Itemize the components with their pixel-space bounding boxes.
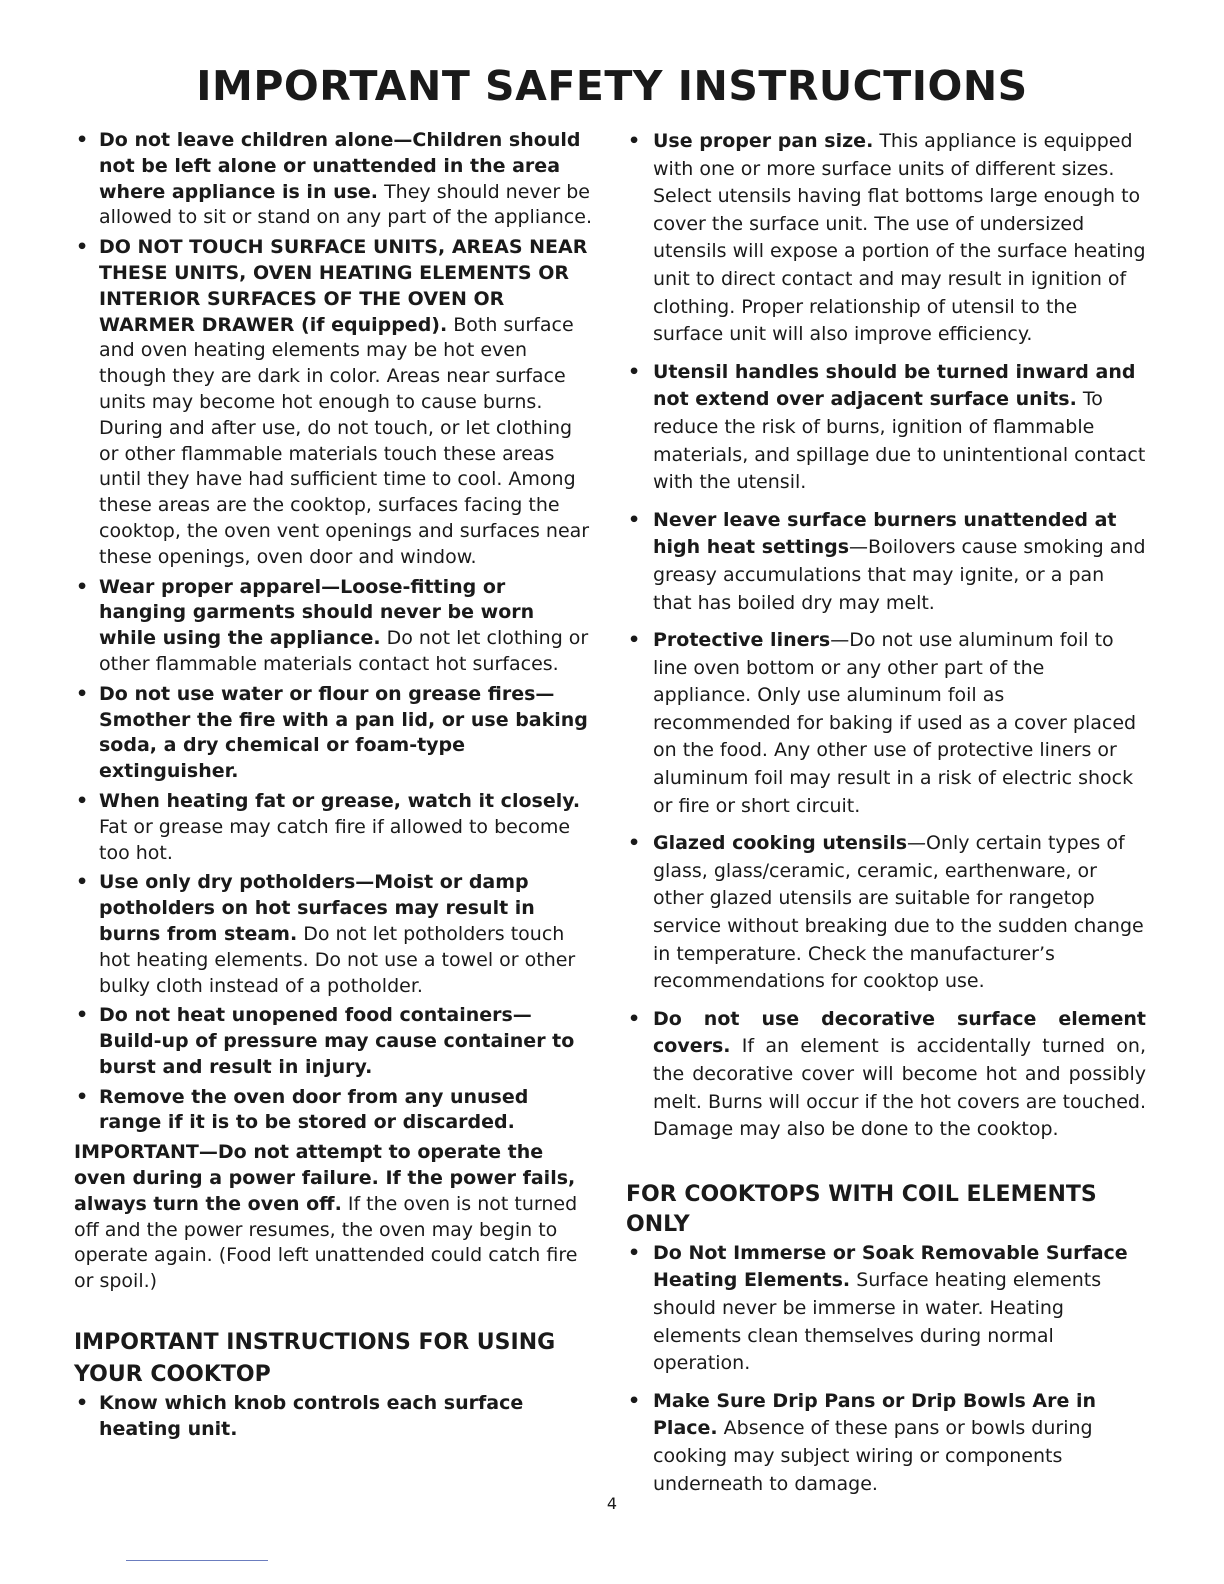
- item-text: This appliance is equipped with one or more surface units of different sizes. Select utensils having flat bottoms large enough to cover the surface unit. The use of undersized utensils will expose a portion of the surface heating unit to direct contact and may result in ignition of clothing. Proper relationship of utensil to the surface unit will also improve efficiency.: [653, 130, 1146, 346]
- safety-list-right: [626, 128, 1146, 1144]
- item-bold: Make Sure Drip Pans or Drip Bowls Are in Place.: [653, 1389, 1097, 1440]
- item-bold: DO NOT TOUCH SURFACE UNITS, AREAS NEAR THESE UNITS, OVEN HEATING ELEMENTS OR INTERIOR SURFACES OF THE OVEN OR WARMER DRAWER (if equipped).: [99, 236, 588, 336]
- item-bold: When heating fat or grease, watch it closely.: [99, 789, 581, 812]
- important-note-bold: IMPORTANT—Do not attempt to operate the oven during a power failure. If the power fails, always turn the oven off.: [74, 1141, 576, 1215]
- item-text: They should never be allowed to sit or stand on any part of the appliance.: [99, 180, 592, 229]
- list-item: [74, 1391, 592, 1443]
- item-bold: Do not leave children alone—Children should not be left alone or unattended in the area where appliance is in use.: [99, 129, 581, 203]
- item-bold: Wear proper apparel—Loose-fitting or hanging garments should never be worn while using the appliance.: [99, 575, 535, 650]
- item-bold: Do Not Immerse or Soak Removable Surface Heating Elements.: [653, 1241, 1128, 1292]
- important-note: [74, 1140, 592, 1295]
- item-text: —Only certain types of glass, glass/ceramic, ceramic, earthenware, or other glazed utensils are suitable for rangetop service without breaking due to the sudden change in temperature. Check the manufacturer’s recommendations for cooktop use.: [653, 832, 1144, 993]
- item-text: To reduce the risk of burns, ignition of flammable materials, and spillage due to unintentional contact with the utensil.: [653, 388, 1146, 494]
- right-column: [626, 128, 1146, 1508]
- list-item: [74, 789, 592, 866]
- item-text: Fat or grease may catch fire if allowed to become too hot.: [99, 815, 571, 864]
- item-bold: Glazed cooking utensils: [653, 832, 908, 855]
- item-bold: Use proper pan size.: [653, 130, 874, 152]
- list-item: [74, 1085, 592, 1137]
- footer-divider: [126, 1560, 268, 1561]
- item-text: If an element is accidentally turned on, the decorative cover will become hot and possibly melt. Burns will occur if the hot covers are touched. Damage may also be done to the cooktop.: [653, 1035, 1146, 1141]
- cooktop-heading: IMPORTANT INSTRUCTIONS FOR USING YOUR COOKTOP: [74, 1330, 556, 1388]
- item-text: Surface heating elements should never be immerse in water. Heating elements clean themselves during normal operation.: [653, 1269, 1102, 1375]
- item-bold: Do not use decorative surface element covers.: [653, 1007, 1146, 1058]
- list-item: [74, 575, 592, 678]
- list-item: [74, 1003, 592, 1080]
- item-bold: Never leave surface burners unattended at high heat settings: [653, 508, 1117, 559]
- important-note-text: If the oven is not turned off and the power resumes, the oven may begin to operate again. (Food left unattended could catch fire or spoil.): [74, 1192, 578, 1293]
- item-text: Both surface and oven heating elements may be hot even though they are dark in color. Areas near surface units may become hot enough to cause burns. During and after use, do not touch, or let clothing or other flammable materials touch these areas until they have had sufficient time to cool. Among these areas are the cooktop, surfaces facing the cooktop, the oven vent openings and surfaces near these openings, oven door and window.: [99, 313, 590, 568]
- list-item: [626, 830, 1146, 996]
- safety-list-left: [74, 128, 592, 1136]
- list-item: [626, 507, 1146, 617]
- item-text: —Do not use aluminum foil to line oven bottom or any other part of the appliance. Only use aluminum foil as recommended for baking if used as a cover placed on the food. Any other use of protective liners or aluminum foil may result in a risk of electric shock or fire or short circuit.: [653, 629, 1137, 817]
- list-item: [626, 627, 1146, 820]
- list-item: [626, 1240, 1146, 1378]
- cooktop-list: [74, 1391, 592, 1443]
- list-item: [626, 1388, 1146, 1498]
- item-text: —Boilovers cause smoking and greasy accumulations that may ignite, or a pan that has boiled dry may melt.: [653, 536, 1146, 614]
- coil-list: [626, 1240, 1146, 1498]
- coil-heading: FOR COOKTOPS WITH COIL ELEMENTS ONLY: [626, 1181, 1097, 1237]
- item-bold: Remove the oven door from any unused range if it is to be stored or discarded.: [99, 1085, 529, 1134]
- item-bold: Do not heat unopened food containers—Build-up of pressure may cause container to burst and result in injury.: [99, 1004, 575, 1078]
- list-item: [74, 235, 592, 570]
- list-item: [626, 128, 1146, 349]
- item-bold: Protective liners: [653, 629, 831, 652]
- list-item: [74, 128, 592, 231]
- item-bold: Use only dry potholders—Moist or damp potholders on hot surfaces may result in burns from steam.: [99, 871, 535, 945]
- page-number: 4: [606, 1494, 618, 1513]
- item-text: Do not let potholders touch hot heating elements. Do not use a towel or other bulky cloth instead of a potholder.: [99, 922, 576, 997]
- list-item: [626, 359, 1146, 497]
- item-bold: Utensil handles should be turned inward and not extend over adjacent surface units.: [653, 360, 1136, 411]
- item-bold: Know which knob controls each surface heating unit.: [99, 1392, 524, 1440]
- list-item: [626, 1006, 1146, 1144]
- list-item: [74, 870, 592, 999]
- list-item: [74, 682, 592, 785]
- item-text: Absence of these pans or bowls during cooking may subject wiring or components underneath to damage.: [653, 1417, 1093, 1495]
- item-text: Do not let clothing or other flammable materials contact hot surfaces.: [99, 627, 589, 675]
- item-bold: Do not use water or flour on grease fires—Smother the fire with a pan lid, or use baking soda, a dry chemical or foam-type extinguisher.: [99, 682, 588, 783]
- page-title: IMPORTANT SAFETY INSTRUCTIONS: [196, 62, 1028, 110]
- left-column: [74, 128, 592, 1447]
